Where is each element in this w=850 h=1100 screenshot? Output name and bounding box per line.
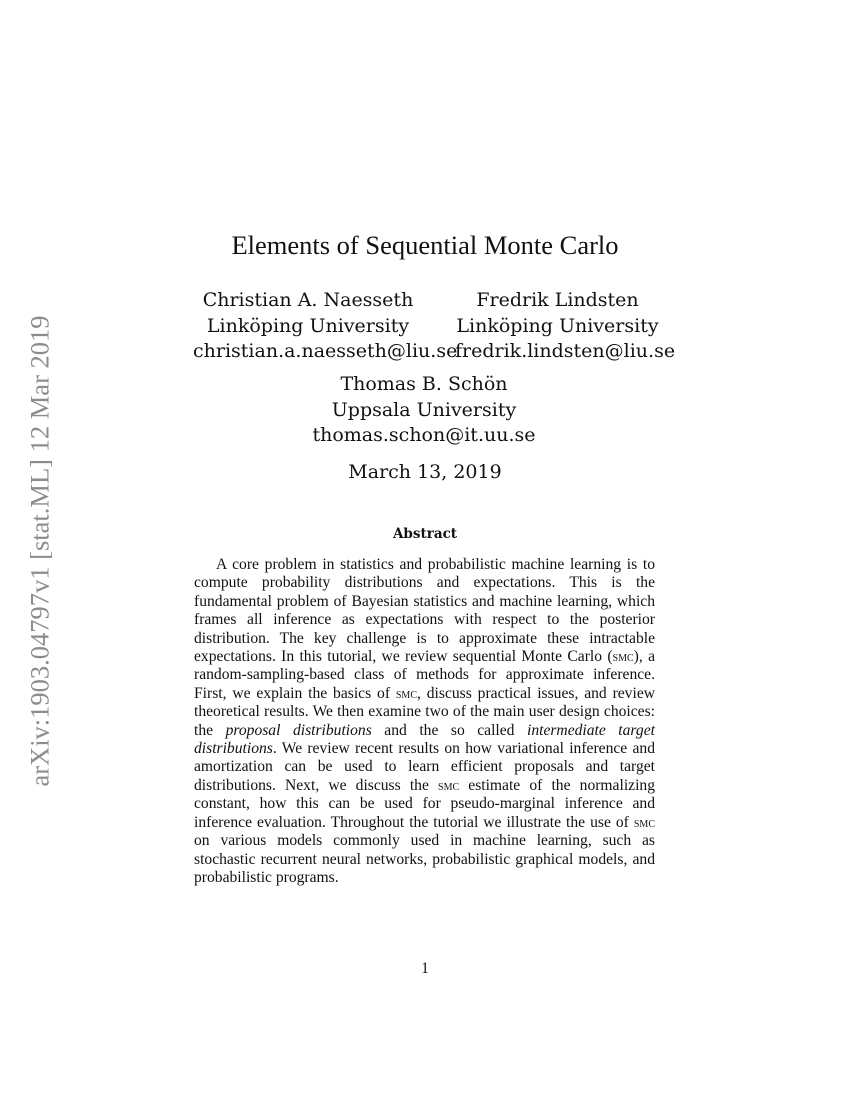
author-block	[193, 288, 458, 365]
paper-title: Elements of Sequential Monte Carlo	[231, 230, 619, 260]
author-affiliation: Uppsala University	[331, 398, 517, 421]
smc-acronym: smc	[395, 685, 417, 702]
author-email: christian.a.naesseth@liu.se	[193, 340, 458, 362]
author-name: Fredrik Lindsten	[476, 289, 639, 311]
abstract-text: . We review recent results on how variational inference and amortization can be used to learn efficient proposals and target distributions. Next, we discuss the	[194, 740, 655, 794]
author-affiliation: Linköping University	[206, 314, 410, 337]
author-block	[298, 372, 550, 449]
smc-acronym: smc	[633, 814, 655, 831]
abstract-text: ), a random-sampling-based class of methods for approximate inference. First, we explain the basics of	[194, 648, 655, 702]
emphasis-proposal-distributions: proposal distributions	[225, 721, 372, 739]
author-block	[455, 288, 676, 365]
publication-date: March 13, 2019	[348, 461, 502, 483]
emphasis-intermediate-target-distributions: intermediate target distributions	[194, 721, 655, 758]
smc-acronym: smc	[612, 649, 634, 666]
author-email: thomas.schon@it.uu.se	[312, 424, 536, 446]
abstract-text: and the so called	[371, 721, 527, 739]
abstract-text: , discuss practical issues, and review theoretical results. We then examine two of the main user design choices: the	[194, 684, 655, 739]
author-affiliation: Linköping University	[456, 314, 659, 337]
smc-acronym: smc	[438, 777, 460, 794]
abstract-text: A core problem in statistics and probabilistic machine learning is to compute probability distributions and expectations. This is the fundamental problem of Bayesian statistics and machine learning, which frames all inference as expectations with respect to the posterior distribution. The key challenge is to approximate these intractable expectations. In this tutorial, we review sequential Monte Carlo (	[194, 556, 655, 666]
arxiv-identifier-stamp: arXiv:1903.04797v1 [stat.ML] 12 Mar 2019	[24, 315, 55, 787]
author-email: fredrik.lindsten@liu.se	[455, 340, 676, 362]
abstract-heading: Abstract	[392, 526, 458, 542]
author-name: Christian A. Naesseth	[202, 289, 414, 311]
abstract-body	[194, 556, 655, 887]
author-name: Thomas B. Schön	[340, 373, 508, 395]
abstract-text: estimate of the normalizing constant, how this can be used for pseudo-marginal inference and inference evaluation. Throughout the tutorial we illustrate the use of	[194, 776, 655, 831]
page-number: 1	[421, 960, 429, 977]
abstract-text: on various models commonly used in machine learning, such as stochastic recurrent neural networks, probabilistic graphical models, and probabilistic programs.	[194, 832, 655, 886]
